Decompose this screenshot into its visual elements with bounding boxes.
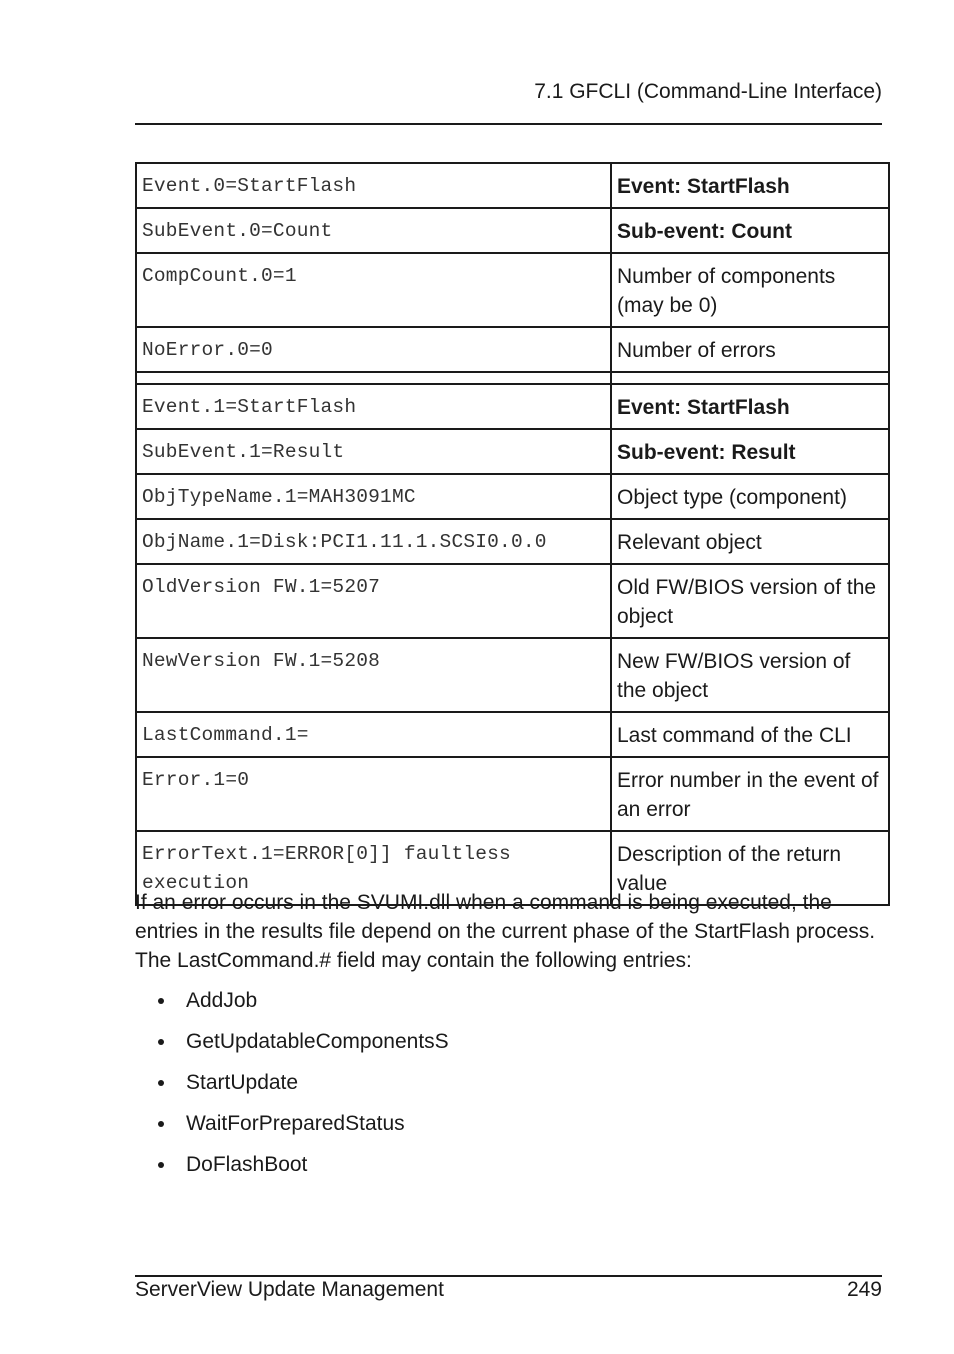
description-cell: Sub-event: Result (611, 429, 889, 474)
table-row (136, 384, 889, 429)
results-table-body (136, 163, 889, 905)
parameter-cell: Error.1=0 (136, 757, 611, 831)
table-row (136, 757, 889, 831)
parameter-cell: NewVersion FW.1=5208 (136, 638, 611, 712)
parameter-cell: ObjName.1=Disk:PCI1.11.1.SCSI0.0.0 (136, 519, 611, 564)
list-item-label: WaitForPreparedStatus (186, 1112, 405, 1135)
table-row (136, 519, 889, 564)
description-cell: Description of the return value (611, 831, 889, 905)
parameter-cell: NoError.0=0 (136, 327, 611, 372)
parameter-cell: ErrorText.1=ERROR[0]] faultless execution (136, 831, 611, 905)
description-cell (611, 372, 889, 384)
description-cell: New FW/BIOS version of the object (611, 638, 889, 712)
parameter-cell: ObjTypeName.1=MAH3091MC (136, 474, 611, 519)
table-spacer-row (136, 372, 889, 384)
list-item (135, 986, 449, 1027)
description-cell: Number of components (may be 0) (611, 253, 889, 327)
table-row (136, 474, 889, 519)
table-row (136, 327, 889, 372)
table-row (136, 638, 889, 712)
bullet-icon (158, 1162, 164, 1168)
parameter-cell: OldVersion FW.1=5207 (136, 564, 611, 638)
parameter-cell: SubEvent.0=Count (136, 208, 611, 253)
parameter-cell: Event.1=StartFlash (136, 384, 611, 429)
parameter-cell: LastCommand.1= (136, 712, 611, 757)
table-row (136, 712, 889, 757)
bullet-icon (158, 1121, 164, 1127)
list-item (135, 1068, 449, 1109)
description-cell: Last command of the CLI (611, 712, 889, 757)
bullet-icon (158, 998, 164, 1004)
description-cell: Old FW/BIOS version of the object (611, 564, 889, 638)
description-cell: Relevant object (611, 519, 889, 564)
page-header: 7.1 GFCLI (Command-Line Interface) (534, 80, 882, 103)
list-item-label: DoFlashBoot (186, 1153, 308, 1176)
description-cell: Event: StartFlash (611, 163, 889, 208)
description-cell: Error number in the event of an error (611, 757, 889, 831)
table-row (136, 163, 889, 208)
description-cell: Number of errors (611, 327, 889, 372)
table-row (136, 208, 889, 253)
parameter-cell: CompCount.0=1 (136, 253, 611, 327)
description-cell: Event: StartFlash (611, 384, 889, 429)
last-command-entries-list (135, 986, 449, 1191)
parameter-cell: SubEvent.1=Result (136, 429, 611, 474)
header-divider (135, 123, 882, 125)
list-item (135, 1150, 449, 1191)
list-item-label: StartUpdate (186, 1071, 299, 1094)
description-cell: Sub-event: Count (611, 208, 889, 253)
bullet-icon (158, 1039, 164, 1045)
list-item-label: AddJob (186, 989, 258, 1012)
body-paragraph: If an error occurs in the SVUMI.dll when a command is being executed, the entries in the results file depend on the current phase of the StartFlash process. The LastCommand.# field may contain the following entries: (135, 891, 876, 972)
list-item-label: GetUpdatableComponentsS (186, 1030, 449, 1053)
description-cell: Object type (component) (611, 474, 889, 519)
parameter-cell (136, 372, 611, 384)
footer-document-title: ServerView Update Management (135, 1278, 444, 1301)
parameter-cell: Event.0=StartFlash (136, 163, 611, 208)
list-item (135, 1109, 449, 1150)
table-row (136, 564, 889, 638)
page-number: 249 (846, 1278, 882, 1301)
table-row (136, 253, 889, 327)
list-item (135, 1027, 449, 1068)
results-file-table (135, 162, 890, 906)
bullet-icon (158, 1080, 164, 1086)
table-row (136, 429, 889, 474)
